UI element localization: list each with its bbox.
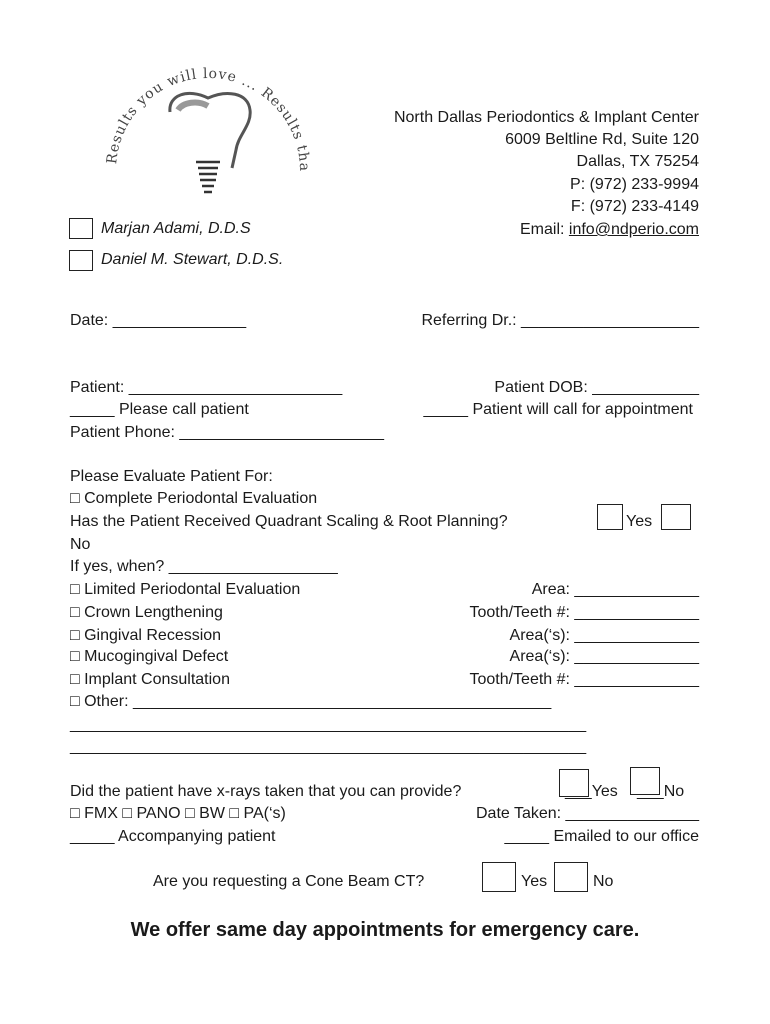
gingival-recession-option[interactable]: □ Gingival Recession: [70, 627, 222, 644]
patient-will-call-option[interactable]: _____ Patient will call for appointment: [423, 401, 693, 418]
limited-eval-option[interactable]: □ Limited Periodontal Evaluation: [70, 581, 301, 598]
cbct-no-checkbox[interactable]: [554, 862, 588, 892]
scaling-yes-checkbox[interactable]: [597, 504, 623, 530]
referring-dr-field[interactable]: Referring Dr.: ____________________: [421, 312, 699, 329]
practice-name: North Dallas Periodontics & Implant Center: [393, 109, 699, 126]
cbct-yes-checkbox[interactable]: [482, 862, 516, 892]
practice-phone: P: (972) 233-9994: [570, 176, 699, 193]
implant-consultation-option[interactable]: □ Implant Consultation: [70, 671, 230, 688]
svg-text:Results you will love ... Resu: [98, 50, 312, 172]
logo-slogan: Results you will love ... Results tha: [104, 65, 313, 173]
practice-address: 6009 Beltline Rd, Suite 120: [505, 131, 699, 148]
emailed-to-office-option[interactable]: _____ Emailed to our office: [504, 828, 699, 845]
if-yes-when-field[interactable]: If yes, when? ___________________: [70, 558, 338, 575]
xrays-yes-label: ___Yes: [565, 783, 618, 800]
scaling-no-label: No: [70, 536, 91, 553]
practice-email-line: [520, 220, 699, 240]
implant-consultation-tooth-field[interactable]: Tooth/Teeth #: ______________: [469, 671, 699, 688]
xray-date-taken-field[interactable]: Date Taken: _______________: [475, 805, 699, 822]
patient-name-field[interactable]: Patient: ________________________: [70, 379, 343, 396]
email-label: Email:: [520, 221, 569, 238]
mucogingival-defect-area-field[interactable]: Area(‘s): ______________: [509, 648, 699, 665]
gingival-recession-area-field[interactable]: Area(‘s): ______________: [509, 627, 699, 644]
doctor-stewart-checkbox[interactable]: [69, 250, 93, 271]
cbct-yes-label: Yes: [521, 873, 548, 890]
crown-lengthening-tooth-field[interactable]: Tooth/Teeth #: ______________: [469, 604, 699, 621]
doctor-adami-label: Marjan Adami, D.D.S: [101, 220, 251, 237]
practice-fax: F: (972) 233-4149: [570, 198, 699, 215]
xray-types-options[interactable]: □ FMX □ PANO □ BW □ PA(‘s): [70, 805, 286, 822]
patient-phone-field[interactable]: Patient Phone: _______________________: [70, 424, 385, 441]
mucogingival-defect-option[interactable]: □ Mucogingival Defect: [70, 648, 229, 665]
scaling-no-checkbox[interactable]: [661, 504, 691, 530]
other-option-field[interactable]: □ Other: _______________________________________________: [70, 693, 552, 710]
date-field[interactable]: Date: _______________: [70, 312, 247, 329]
tooth-implant-icon: [98, 50, 318, 210]
scaling-yes-label: Yes: [626, 513, 653, 530]
cbct-no-label: No: [593, 873, 614, 890]
limited-eval-area-field[interactable]: Area: ______________: [531, 581, 699, 598]
other-line-3[interactable]: __________________________________________________________: [70, 738, 587, 755]
complete-periodontal-option[interactable]: □ Complete Periodontal Evaluation: [70, 490, 318, 507]
doctor-adami-checkbox[interactable]: [69, 218, 93, 239]
other-line-2[interactable]: __________________________________________________________: [70, 716, 587, 733]
practice-logo: [98, 50, 318, 210]
please-call-patient-option[interactable]: _____ Please call patient: [70, 401, 249, 418]
crown-lengthening-option[interactable]: □ Crown Lengthening: [70, 604, 223, 621]
evaluate-heading: Please Evaluate Patient For:: [70, 468, 273, 485]
xrays-no-label: ___No: [637, 783, 685, 800]
cbct-question: Are you requesting a Cone Beam CT?: [153, 873, 425, 890]
patient-dob-field[interactable]: Patient DOB: ____________: [494, 379, 699, 396]
practice-city: Dallas, TX 75254: [576, 153, 699, 170]
doctor-stewart-label: Daniel M. Stewart, D.D.S.: [101, 251, 284, 268]
emergency-notice: We offer same day appointments for emergency care.: [130, 919, 640, 941]
accompanying-patient-option[interactable]: _____ Accompanying patient: [70, 828, 276, 845]
email-link[interactable]: info@ndperio.com: [568, 221, 699, 238]
scaling-question: Has the Patient Received Quadrant Scaling & Root Planning?: [70, 513, 508, 530]
xrays-question: Did the patient have x-rays taken that you can provide?: [70, 783, 462, 800]
